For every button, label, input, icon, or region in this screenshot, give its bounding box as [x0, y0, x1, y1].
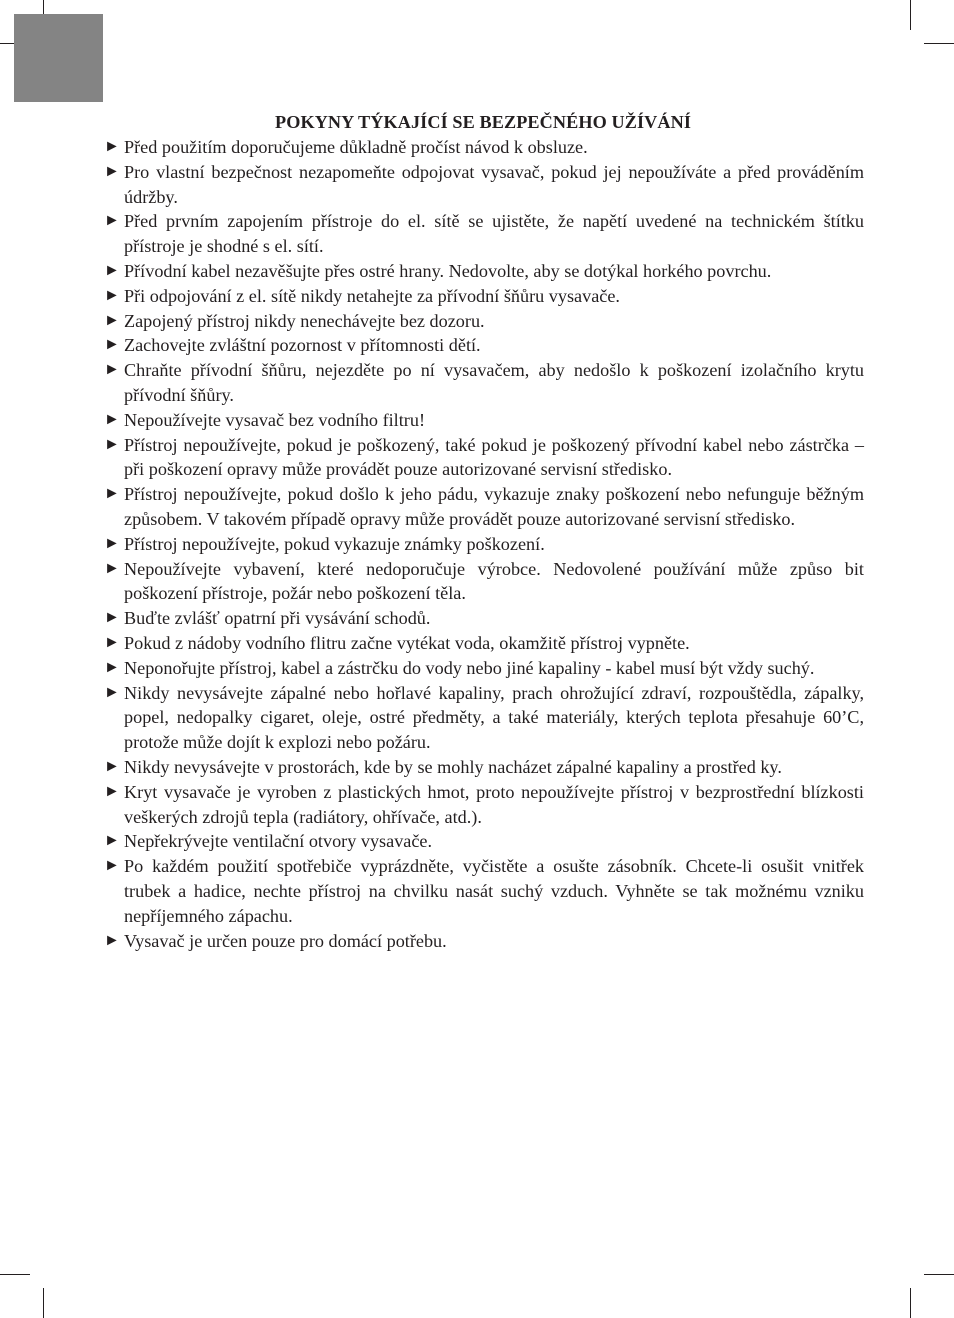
list-item: [104, 284, 864, 309]
list-item-text: Po každém použití spotřebiče vyprázdněte, vyčistěte a osušte zásobník. Chcete-li osušit vnitřek trubek a hadice, nechte přístroj na chvilku nasát suchý vzduch. Vyhněte se tak možnému vzniku nepříjemného zápachu.: [124, 856, 864, 926]
list-item: [104, 755, 864, 780]
list-item: [104, 631, 864, 656]
page-title: POKYNY TÝKAJÍCÍ SE BEZPEČNÉHO UŽÍVÁNÍ: [274, 112, 692, 132]
bullet-arrow-icon: ►: [104, 534, 120, 552]
bullet-arrow-icon: ►: [104, 286, 120, 304]
bullet-arrow-icon: ►: [104, 311, 120, 329]
bullet-arrow-icon: ►: [104, 162, 120, 180]
list-item: [104, 309, 864, 334]
bullet-arrow-icon: ►: [104, 782, 120, 800]
list-item-text: Zachovejte zvláštní pozornost v přítomnosti dětí.: [124, 335, 481, 356]
bullet-arrow-icon: ►: [104, 336, 120, 354]
list-item-text: Při odpojování z el. sítě nikdy netahejte za přívodní šňůru vysavače.: [124, 285, 620, 306]
list-item-text: Pokud z nádoby vodního flitru začne vytékat voda, okamžitě přístroj vypněte.: [124, 632, 690, 653]
bullet-arrow-icon: ►: [104, 658, 120, 676]
bullet-arrow-icon: ►: [104, 138, 120, 155]
list-item: [104, 854, 864, 928]
list-item: [104, 358, 864, 408]
list-item: [104, 829, 864, 854]
crop-mark: [924, 1274, 954, 1275]
bullet-arrow-icon: ►: [104, 559, 120, 577]
bullet-arrow-icon: ►: [104, 212, 120, 230]
crop-mark: [43, 1288, 44, 1318]
list-item: [104, 606, 864, 631]
list-item-text: Přístroj nepoužívejte, pokud došlo k jeho pádu, vykazuje znaky poškození nebo nefunguje běžným způsobem. V takovém případě opravy může provádět pouze autorizované servisní středisko.: [124, 484, 864, 529]
list-item: [104, 780, 864, 830]
list-item-text: Vysavač je určen pouze pro domácí potřebu.: [124, 930, 447, 951]
list-item: [104, 532, 864, 557]
list-item: [104, 482, 864, 532]
list-item: [104, 333, 864, 358]
list-item-text: Před prvním zapojením přístroje do el. sítě se ujistěte, že napětí uvedené na technickém štítku přístroje je shodné s el. sítí.: [124, 211, 864, 257]
list-item-text: Přístroj nepoužívejte, pokud vykazuje známky poškození.: [124, 533, 545, 554]
bullet-arrow-icon: ►: [104, 410, 120, 428]
bullet-arrow-icon: ►: [104, 683, 120, 701]
list-item-text: Přívodní kabel nezavěšujte přes ostré hrany. Nedovolte, aby se dotýkal horkého povrchu.: [124, 260, 772, 281]
bullet-arrow-icon: ►: [104, 261, 120, 279]
list-item: [104, 259, 864, 284]
list-item: [104, 681, 864, 755]
bullet-arrow-icon: ►: [104, 435, 120, 453]
list-item: [104, 160, 864, 210]
bullet-arrow-icon: ►: [104, 931, 120, 949]
list-item: [104, 929, 864, 954]
list-item-text: Nikdy nevysávejte zápalné nebo hořlavé kapaliny, prach ohrožující zdraví, rozpouštědla, zápalky, popel, nedopalky cigaret, oleje, ostré předměty, a také materiály, kterých teplota přesahuje 60’C, protože může dojít k explozi nebo požáru.: [124, 682, 864, 753]
list-item: [104, 135, 864, 160]
language-tab: [14, 14, 103, 102]
list-item: [104, 557, 864, 607]
bullet-arrow-icon: ►: [104, 485, 120, 503]
list-item-text: Kryt vysavače je vyroben z plastických hmot, proto nepoužívejte přístroj v bezprostřední blízkosti veškerých zdrojů tepla (radiátory, ohřívače, atd.).: [124, 781, 864, 827]
bullet-arrow-icon: ►: [104, 857, 120, 875]
list-item-text: Pro vlastní bezpečnost nezapomeňte odpojovat vysavač, pokud jej nepoužíváte a před prováděním údržby.: [124, 161, 864, 207]
list-item-text: Před použitím doporučujeme důkladně pročíst návod k obsluze.: [124, 137, 588, 157]
list-item-text: Nepoužívejte vybavení, které nedoporučuje výrobce. Nedovolené používání může způso bit poškození přístroje, požár nebo poškození těla.: [124, 558, 864, 604]
crop-mark: [924, 43, 954, 44]
list-item: [104, 408, 864, 433]
bullet-arrow-icon: ►: [104, 609, 120, 627]
list-item: [104, 209, 864, 259]
bullet-arrow-icon: ►: [104, 832, 120, 850]
list-item-text: Chraňte přívodní šňůru, nejezděte po ní vysavačem, aby nedošlo k poškození izolačního krytu přívodní šňůry.: [124, 360, 864, 405]
list-item: [104, 656, 864, 681]
list-item-text: Nepřekrývejte ventilační otvory vysavače.: [124, 831, 433, 852]
list-item-text: Nikdy nevysávejte v prostorách, kde by se mohly nacházet zápalné kapaliny a prostřed ky.: [124, 756, 782, 777]
crop-mark: [910, 0, 911, 30]
crop-mark: [0, 1274, 30, 1275]
list-item-text: Zapojený přístroj nikdy nenechávejte bez dozoru.: [124, 310, 485, 331]
safety-list: [104, 135, 864, 953]
bullet-arrow-icon: ►: [104, 633, 120, 651]
list-item-text: Neponořujte přístroj, kabel a zástrčku do vody nebo jiné kapaliny - kabel musí být vždy suchý.: [124, 657, 815, 678]
bullet-arrow-icon: ►: [104, 757, 120, 775]
crop-mark: [910, 1288, 911, 1318]
list-item: [104, 433, 864, 483]
list-item-text: Přístroj nepoužívejte, pokud je poškozený, také pokud je poškozený přívodní kabel nebo zástrčka – při poškození opravy může provádět pouze autorizované servisní středisko.: [124, 434, 864, 480]
bullet-arrow-icon: ►: [104, 361, 120, 379]
list-item-text: Buďte zvlášť opatrní při vysávání schodů.: [124, 608, 431, 629]
list-item-text: Nepoužívejte vysavač bez vodního filtru!: [124, 409, 425, 430]
